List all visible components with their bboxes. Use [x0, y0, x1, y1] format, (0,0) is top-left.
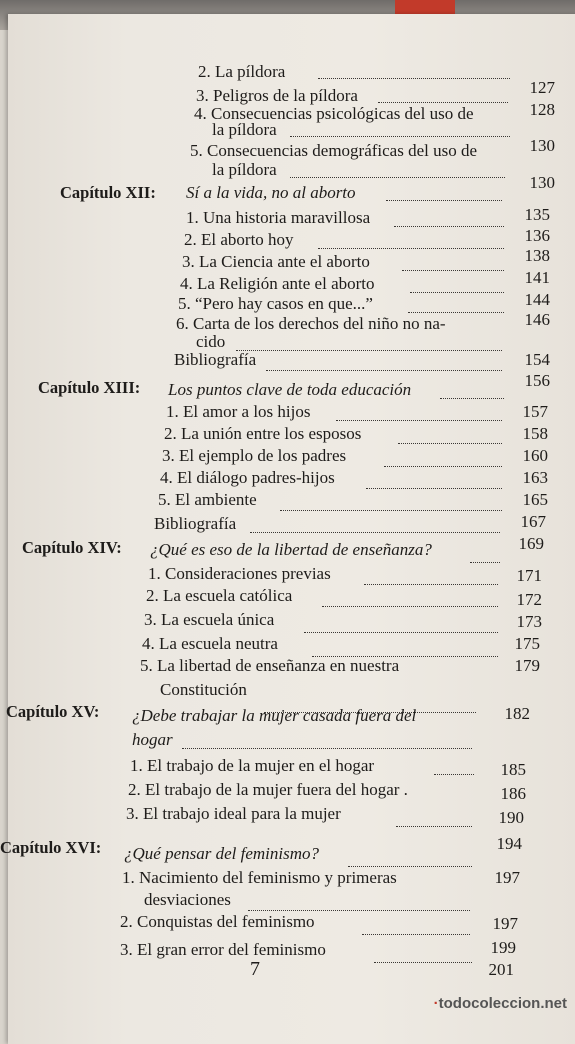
toc-entry-text: 2. La escuela católica [146, 586, 293, 605]
dot-leader [362, 934, 470, 935]
toc-page-number: 141 [524, 268, 550, 287]
toc-page-number: 197 [494, 868, 520, 887]
toc-entry-text: 4. El diálogo padres-hijos [160, 468, 335, 487]
chapter-label: Capítulo XV: [6, 702, 100, 721]
toc-entry-text: 3. Peligros de la píldora [196, 86, 358, 105]
toc-page-number: 135 [524, 205, 550, 224]
toc-page-number: 197 [492, 914, 518, 933]
page-number: 7 [250, 958, 260, 980]
chapter-label: Capítulo XII: [60, 183, 156, 202]
dot-leader [396, 826, 472, 827]
toc-entry-text: 3. El ejemplo de los padres [162, 446, 347, 465]
toc-page-number: 136 [524, 226, 550, 245]
toc-entry-text: 1. El amor a los hijos [166, 402, 311, 421]
dot-leader [290, 136, 510, 137]
dot-leader [384, 466, 502, 467]
toc-entry-text: 4. La escuela neutra [142, 634, 278, 653]
toc-entry-text: 1. Nacimiento del feminismo y primeras [122, 868, 397, 887]
dot-leader [322, 606, 498, 607]
chapter-title: ¿Debe trabajar la mujer casada fuera del [132, 706, 417, 725]
toc-page-number: 169 [518, 534, 544, 553]
dot-leader [236, 350, 502, 351]
dot-leader [250, 532, 500, 533]
dot-leader [440, 398, 504, 399]
toc-page-number: 138 [524, 246, 550, 265]
watermark [434, 995, 567, 1012]
toc-entry-text: 5. La libertad de enseñanza en nuestra [140, 656, 400, 675]
toc-page-number: 179 [514, 656, 540, 675]
toc-page-number: 144 [524, 290, 550, 309]
dot-leader [386, 200, 502, 201]
toc-page-number: 157 [522, 402, 548, 421]
dot-leader [318, 248, 504, 249]
toc-page-number: 154 [524, 350, 550, 369]
chapter-title: Sí a la vida, no al aborto [186, 183, 356, 202]
chapter-label: Capítulo XVI: [0, 838, 102, 857]
toc-entry-text: 2. La unión entre los esposos [164, 424, 362, 443]
toc-entry-text: la píldora [212, 120, 277, 139]
dot-leader [394, 226, 504, 227]
dot-leader [348, 866, 472, 867]
dot-leader [378, 102, 508, 103]
toc-entry-text: 4. La Religión ante el aborto [180, 274, 375, 293]
watermark-prefix: · [433, 995, 439, 1012]
toc-entry-text: 3. El trabajo ideal para la mujer [126, 804, 341, 823]
toc-entry-text: 6. Carta de los derechos del niño no na- [176, 314, 446, 333]
toc-entry-text: 2. El aborto hoy [184, 230, 294, 249]
toc-page-number: 163 [522, 468, 548, 487]
toc-entry-text: 1. El trabajo de la mujer en el hogar [130, 756, 375, 775]
toc-entry-text: 3. La Ciencia ante el aborto [182, 252, 370, 271]
toc-entry-text: Bibliografía [154, 514, 237, 533]
toc-entry-text: 2. Conquistas del feminismo [120, 912, 315, 931]
toc-entry-text: Constitución [160, 680, 247, 699]
toc-page-number: 173 [516, 612, 542, 631]
toc-entry-text: 2. La píldora [198, 62, 286, 81]
toc-page-number: 199 [490, 938, 516, 957]
dot-leader [402, 270, 504, 271]
toc-page-number: 165 [522, 490, 548, 509]
toc-page-number: 186 [500, 784, 526, 803]
toc-page-number: 201 [488, 960, 514, 979]
toc-entry-text: 1. Una historia maravillosa [186, 208, 371, 227]
toc-page-number: 128 [529, 100, 555, 119]
toc-entry-text: Bibliografía [174, 350, 257, 369]
chapter-label: Capítulo XIII: [38, 378, 141, 397]
chapter-label: Capítulo XIV: [22, 538, 122, 557]
toc-page-number: 158 [522, 424, 548, 443]
toc-page-number: 167 [520, 512, 546, 531]
dot-leader [470, 562, 500, 563]
toc-page-number: 190 [498, 808, 524, 827]
toc-page-number: 194 [496, 834, 522, 853]
toc-page-number: 130 [529, 173, 555, 192]
toc-page-number: 172 [516, 590, 542, 609]
chapter-title: ¿Qué es eso de la libertad de enseñanza? [150, 540, 432, 559]
dot-leader [410, 292, 504, 293]
toc-page-number: 182 [504, 704, 530, 723]
toc-entry-text: desviaciones [144, 890, 231, 909]
dot-leader [318, 78, 510, 79]
dot-leader [408, 312, 504, 313]
toc-page-number: 175 [514, 634, 540, 653]
toc-entry-text: cido [196, 332, 226, 351]
dot-leader [280, 510, 502, 511]
toc-page-number: 146 [524, 310, 550, 329]
dot-leader [266, 370, 502, 371]
chapter-title: hogar [132, 730, 173, 749]
toc-entry-text: 5. El ambiente [158, 490, 257, 509]
toc-entry-text: 3. El gran error del feminismo [120, 940, 326, 959]
toc-page-number: 160 [522, 446, 548, 465]
toc-entry-text: 4. Consecuencias psicológicas del uso de [194, 104, 474, 123]
toc-entry-text: 3. La escuela única [144, 610, 275, 629]
dot-leader [374, 962, 472, 963]
chapter-title: ¿Qué pensar del feminismo? [124, 844, 320, 863]
toc-entry-text: 5. “Pero hay casos en que...” [178, 294, 373, 313]
watermark-suffix: .net [540, 995, 567, 1012]
toc-page-number: 171 [516, 566, 542, 585]
dot-leader [304, 632, 498, 633]
toc-entry-text: 2. El trabajo de la mujer fuera del hogar . [128, 780, 408, 799]
toc-page-number: 127 [529, 78, 555, 97]
toc-entry-text: 5. Consecuencias demográficas del uso de [190, 141, 478, 160]
dot-leader [398, 443, 502, 444]
dot-leader [336, 420, 502, 421]
toc-page-number: 185 [500, 760, 526, 779]
dot-leader [290, 177, 505, 178]
dot-leader [364, 584, 498, 585]
dot-leader [248, 910, 470, 911]
toc-page-number: 156 [524, 371, 550, 390]
dot-leader [366, 488, 502, 489]
dot-leader [182, 748, 472, 749]
toc-entry-text: 1. Consideraciones previas [148, 564, 331, 583]
chapter-title: Los puntos clave de toda educación [168, 380, 412, 399]
toc-page-number: 130 [529, 136, 555, 155]
watermark-brand: todocoleccion [438, 995, 541, 1012]
toc-entry-text: la píldora [212, 160, 277, 179]
dot-leader [434, 774, 474, 775]
